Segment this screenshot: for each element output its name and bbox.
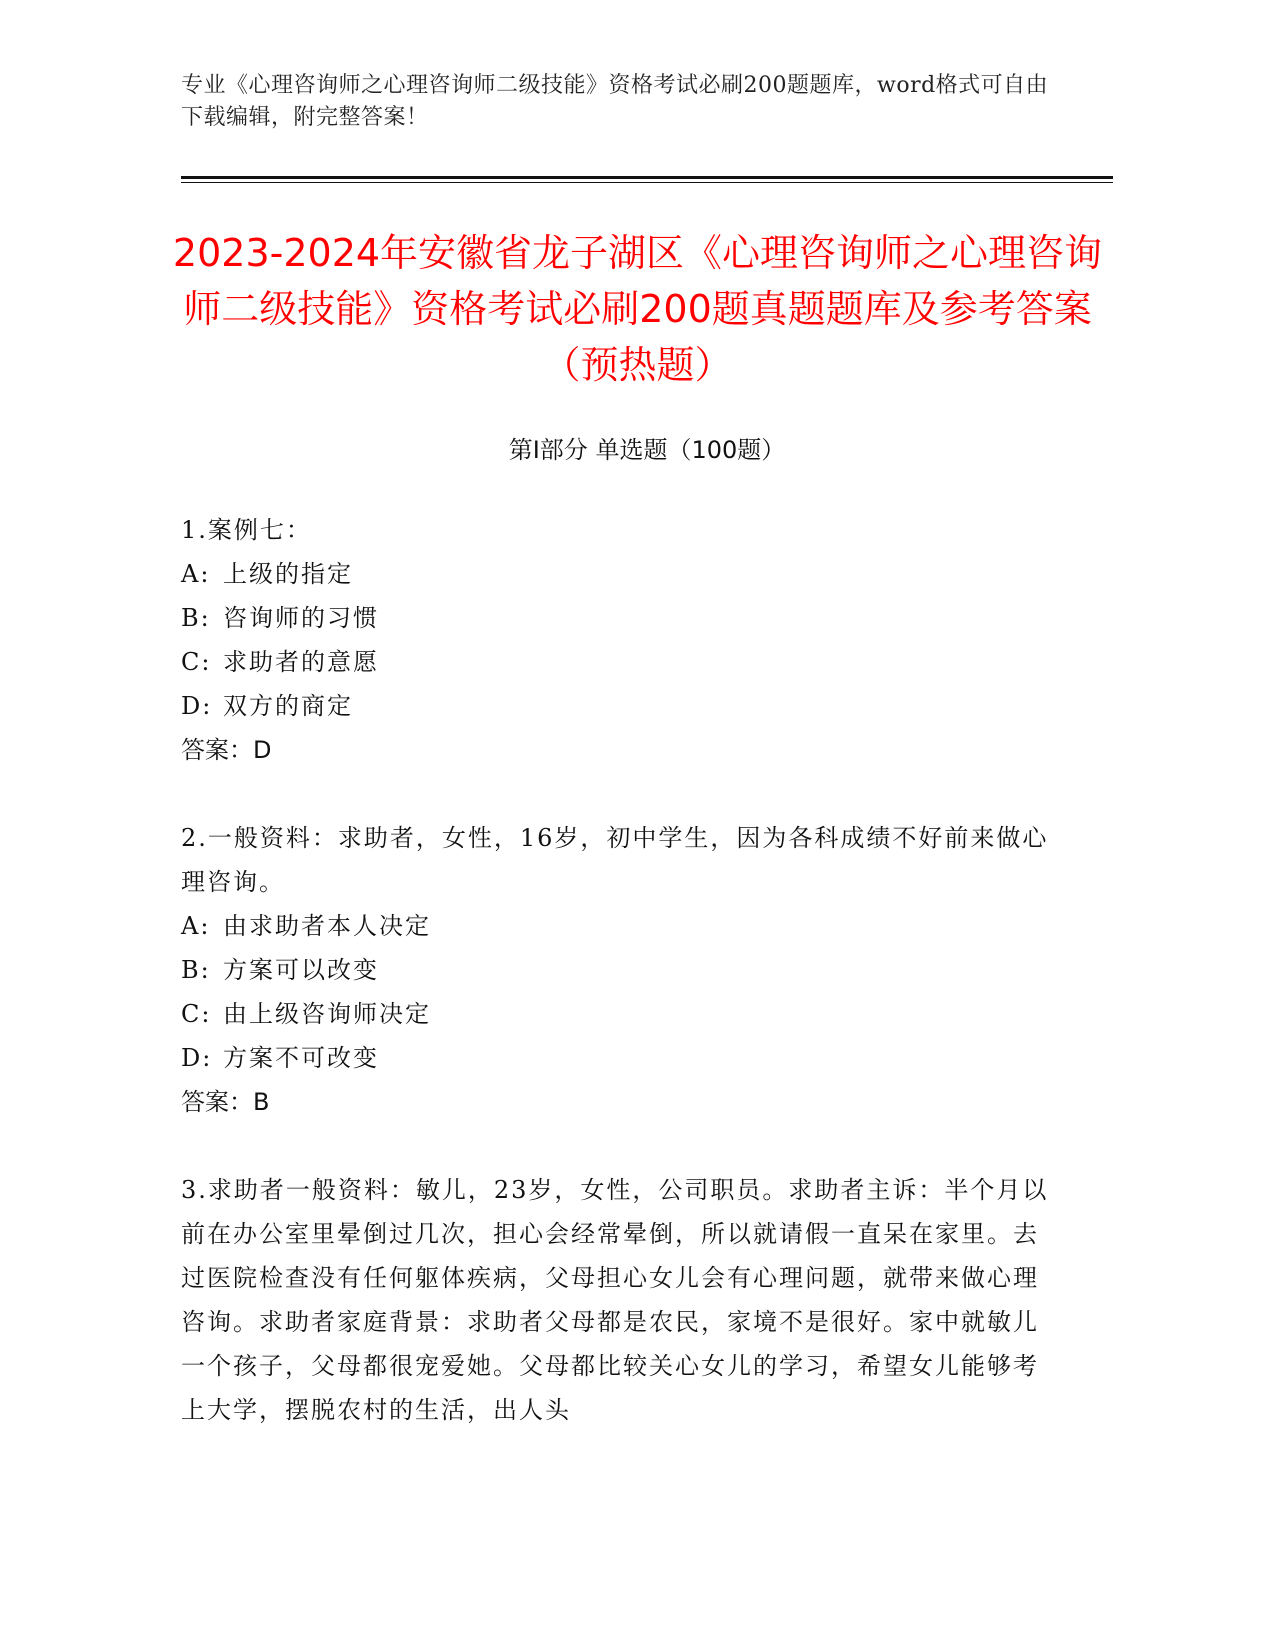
option-d xyxy=(181,1036,1061,1080)
option-text: 上级的指定 xyxy=(223,560,353,588)
option-a xyxy=(181,552,1061,596)
option-b xyxy=(181,948,1061,992)
option-text: 方案可以改变 xyxy=(223,956,379,984)
option-letter: C: xyxy=(181,1000,212,1028)
question-stem: 2.一般资料：求助者，女性，16岁，初中学生，因为各科成绩不好前来做心理咨询。 xyxy=(181,824,1049,896)
option-letter: A: xyxy=(181,912,211,940)
option-letter: C: xyxy=(181,648,212,676)
option-c xyxy=(181,992,1061,1036)
option-letter: D: xyxy=(181,1044,213,1072)
option-letter: B: xyxy=(181,604,211,632)
question-stem: 3.求助者一般资料：敏儿，23岁，女性，公司职员。求助者主诉：半个月以前在办公室里晕倒过几次，担心会经常晕倒，所以就请假一直呆在家里。去过医院检查没有任何躯体疾病，父母担心女儿会有心理问题，就带来做心理咨询。求助者家庭背景：求助者父母都是农民，家境不是很好。家中就敏儿一个孩子，父母都很宠爱她。父母都比较关心女儿的学习，希望女儿能够考上大学，摆脱农村的生活，出人头 xyxy=(181,1176,1049,1424)
document-title: 2023-2024年安徽省龙子湖区《心理咨询师之心理咨询师二级技能》资格考试必刷200题真题题库及参考答案（预热题） xyxy=(172,231,1103,387)
option-text: 双方的商定 xyxy=(223,692,353,720)
question-stem: 1.案例七： xyxy=(181,516,312,544)
option-letter: B: xyxy=(181,956,211,984)
option-text: 由求助者本人决定 xyxy=(223,912,431,940)
question-3 xyxy=(181,1168,1061,1432)
question-2 xyxy=(181,816,1061,1124)
header-divider xyxy=(181,176,1113,183)
option-text: 咨询师的习惯 xyxy=(223,604,379,632)
section-title: 第I部分 单选题（100题） xyxy=(508,436,786,464)
option-text: 方案不可改变 xyxy=(223,1044,379,1072)
question-1 xyxy=(181,508,1061,772)
answer-line: 答案：D xyxy=(181,736,272,764)
option-text: 求助者的意愿 xyxy=(223,648,379,676)
option-c xyxy=(181,640,1061,684)
answer-line: 答案：B xyxy=(181,1088,270,1116)
option-letter: D: xyxy=(181,692,213,720)
option-letter: A: xyxy=(181,560,211,588)
option-b xyxy=(181,596,1061,640)
option-a xyxy=(181,904,1061,948)
option-text: 由上级咨询师决定 xyxy=(223,1000,431,1028)
header-note: 专业《心理咨询师之心理咨询师二级技能》资格考试必刷200题题库，word格式可自由下载编辑，附完整答案！ xyxy=(181,73,1049,130)
option-d xyxy=(181,684,1061,728)
question-list xyxy=(181,508,1061,1476)
